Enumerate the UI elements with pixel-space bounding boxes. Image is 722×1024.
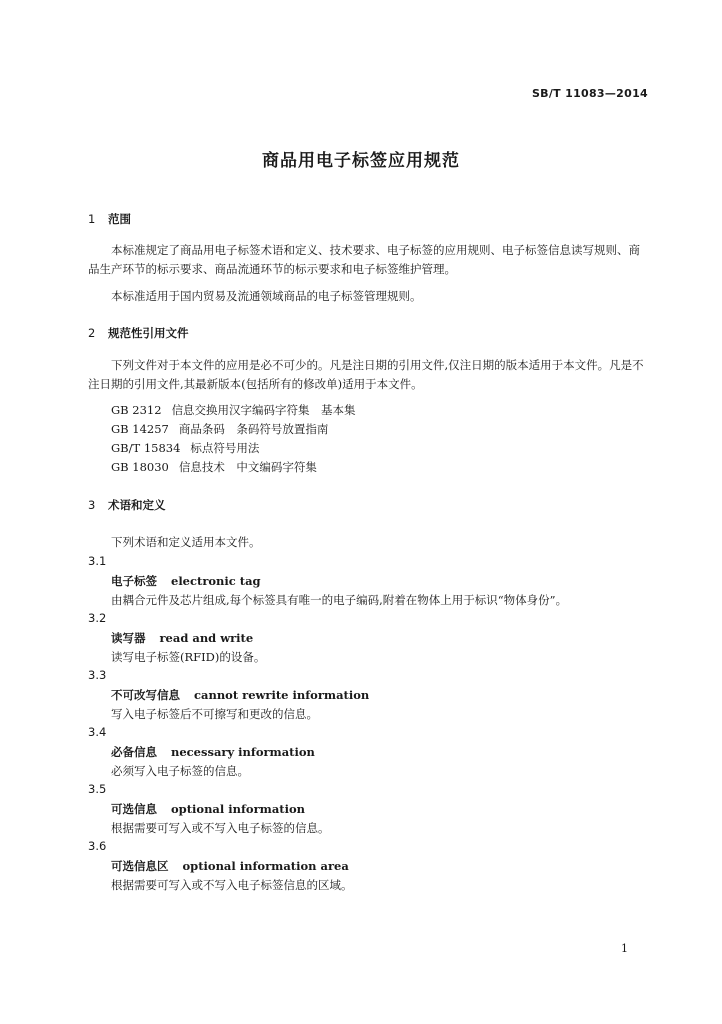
term-number: 3.4 (88, 725, 107, 739)
term-heading (111, 744, 315, 760)
section-2-heading (88, 325, 189, 341)
term-zh: 不可改写信息 (111, 688, 180, 702)
reference-item (111, 459, 317, 475)
reference-item (111, 402, 356, 418)
term-en: read and write (159, 631, 254, 645)
term-number: 3.2 (88, 611, 107, 625)
term-en: cannot rewrite information (194, 688, 370, 702)
section-1-paragraph-1: 本标准规定了商品用电子标签术语和定义、技术要求、电子标签的应用规则、电子标签信息读写规则、商品生产环节的标示要求、商品流通环节的标示要求和电子标签维护管理。 (88, 243, 640, 276)
section-title: 术语和定义 (108, 498, 166, 512)
term-definition: 根据需要可写入或不写入电子标签信息的区域。 (111, 878, 353, 892)
term-definition: 根据需要可写入或不写入电子标签的信息。 (111, 821, 330, 835)
section-number: 3 (88, 498, 96, 512)
term-heading (111, 630, 253, 646)
term-heading (111, 687, 369, 703)
term-number: 3.5 (88, 782, 107, 796)
term-zh: 读写器 (111, 631, 146, 645)
term-definition: 必须写入电子标签的信息。 (111, 764, 249, 778)
term-definition: 由耦合元件及芯片组成,每个标签具有唯一的电子编码,附着在物体上用于标识“物体身份”。 (111, 593, 568, 607)
reference-title: 信息技术 中文编码字符集 (178, 460, 317, 474)
reference-code: GB/T 15834 (111, 441, 181, 455)
reference-title: 商品条码 条码符号放置指南 (178, 422, 329, 436)
term-en: optional information area (182, 859, 349, 873)
reference-item (111, 421, 328, 437)
reference-code: GB 14257 (111, 422, 169, 436)
reference-item (111, 440, 259, 456)
section-1-paragraph-2: 本标准适用于国内贸易及流通领域商品的电子标签管理规则。 (111, 289, 422, 303)
term-en: optional information (171, 802, 305, 816)
term-zh: 必备信息 (111, 745, 157, 759)
section-title: 范围 (108, 212, 131, 226)
section-1-heading (88, 211, 131, 227)
section-2-paragraph: 下列文件对于本文件的应用是必不可少的。凡是注日期的引用文件,仅注日期的版本适用于本文件。凡是不注日期的引用文件,其最新版本(包括所有的修改单)适用于本文件。 (88, 358, 644, 391)
reference-code: GB 2312 (111, 403, 162, 417)
term-heading (111, 858, 349, 874)
reference-code: GB 18030 (111, 460, 169, 474)
term-number: 3.6 (88, 839, 107, 853)
section-title: 规范性引用文件 (108, 326, 189, 340)
term-number: 3.3 (88, 668, 107, 682)
term-zh: 电子标签 (111, 574, 157, 588)
term-heading (111, 801, 305, 817)
term-heading (111, 573, 261, 589)
section-3-intro: 下列术语和定义适用本文件。 (111, 535, 261, 549)
section-3-heading (88, 497, 166, 513)
reference-title: 信息交换用汉字编码字符集 基本集 (171, 403, 356, 417)
section-number: 2 (88, 326, 96, 340)
term-zh: 可选信息 (111, 802, 157, 816)
document-title: 商品用电子标签应用规范 (262, 151, 460, 171)
term-en: necessary information (171, 745, 315, 759)
term-definition: 读写电子标签(RFID)的设备。 (111, 650, 266, 664)
term-definition: 写入电子标签后不可擦写和更改的信息。 (111, 707, 318, 721)
page-number: 1 (621, 942, 628, 955)
term-zh: 可选信息区 (111, 859, 169, 873)
reference-title: 标点符号用法 (190, 441, 260, 455)
term-en: electronic tag (171, 574, 261, 588)
section-number: 1 (88, 212, 96, 226)
standard-number: SB/T 11083—2014 (531, 87, 648, 100)
term-number: 3.1 (88, 554, 107, 568)
